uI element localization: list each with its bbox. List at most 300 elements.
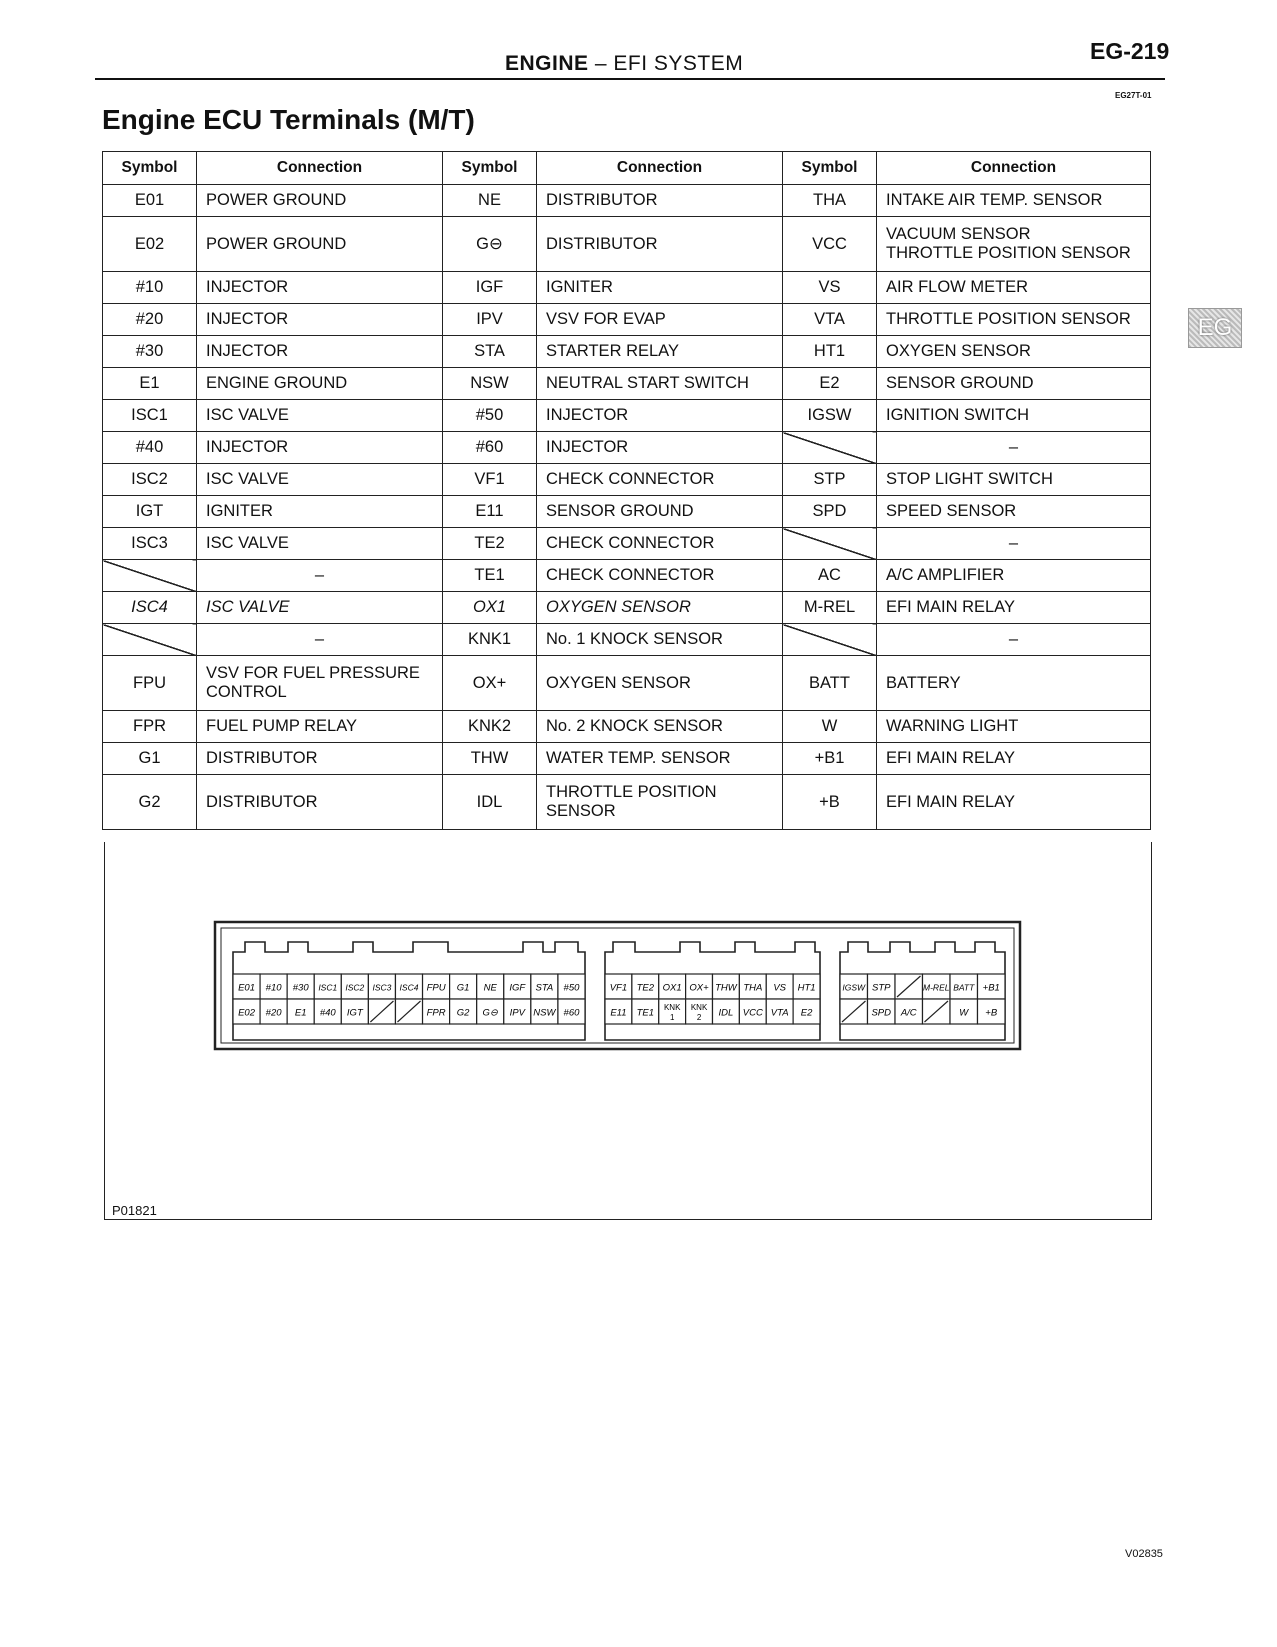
header-connection-1: Connection bbox=[197, 152, 443, 185]
cell-text: FUEL PUMP RELAY bbox=[206, 717, 357, 735]
cell-text: AC bbox=[818, 566, 841, 584]
table-row bbox=[103, 560, 1151, 592]
cell-text: No. 1 KNOCK SENSOR bbox=[546, 630, 723, 648]
connection-cell bbox=[197, 496, 443, 528]
cell-text: OX+ bbox=[472, 673, 507, 692]
cell-text: – bbox=[1008, 534, 1019, 552]
connection-cell bbox=[197, 336, 443, 368]
cell-text: DISTRIBUTOR bbox=[206, 749, 318, 767]
connector-pin-label: #10 bbox=[265, 982, 282, 994]
cell-text: SENSOR GROUND bbox=[886, 374, 1034, 392]
cell-text: FPU bbox=[133, 673, 166, 692]
header-connection-3: Connection bbox=[877, 152, 1151, 185]
cell-text: OX1 bbox=[472, 598, 507, 616]
cell-text: SENSOR bbox=[546, 802, 616, 820]
cell-text: TE1 bbox=[474, 566, 505, 584]
ecu-connector-diagram bbox=[105, 842, 1153, 1220]
connection-cell bbox=[877, 743, 1151, 775]
empty-symbol-cell bbox=[783, 624, 877, 656]
connector-pin-label: E11 bbox=[610, 1007, 627, 1019]
empty-symbol-cell bbox=[783, 528, 877, 560]
symbol-cell bbox=[443, 432, 537, 464]
page-number: EG-219 bbox=[1090, 38, 1170, 64]
symbol-cell bbox=[783, 400, 877, 432]
connection-cell bbox=[877, 336, 1151, 368]
cell-text: HT1 bbox=[813, 342, 846, 360]
connection-cell bbox=[877, 711, 1151, 743]
cell-text: #20 bbox=[135, 310, 164, 328]
symbol-cell bbox=[783, 217, 877, 272]
cell-text: ISC VALVE bbox=[206, 406, 289, 424]
symbol-cell bbox=[443, 368, 537, 400]
cell-text: +B1 bbox=[814, 749, 845, 767]
cell-text: THW bbox=[470, 749, 509, 767]
connection-cell bbox=[197, 432, 443, 464]
symbol-cell bbox=[783, 775, 877, 830]
table-row bbox=[103, 400, 1151, 432]
cell-text: VSV FOR EVAP bbox=[546, 310, 666, 328]
connection-cell bbox=[877, 528, 1151, 560]
cell-text: IGT bbox=[135, 502, 164, 520]
table-row bbox=[103, 592, 1151, 624]
cell-text: ENGINE GROUND bbox=[206, 374, 348, 392]
connection-cell bbox=[537, 400, 783, 432]
cell-text: AIR FLOW METER bbox=[886, 278, 1029, 296]
table-body bbox=[103, 185, 1151, 830]
symbol-cell bbox=[103, 743, 197, 775]
connection-cell bbox=[197, 560, 443, 592]
symbol-cell bbox=[103, 496, 197, 528]
connection-cell bbox=[537, 336, 783, 368]
header-connection-2: Connection bbox=[537, 152, 783, 185]
cell-text: KNK2 bbox=[467, 717, 512, 735]
empty-symbol-cell bbox=[103, 560, 197, 592]
connection-cell bbox=[537, 185, 783, 217]
table-row bbox=[103, 624, 1151, 656]
cell-text: G⊖ bbox=[476, 235, 503, 253]
connector-pin-label: IPV bbox=[509, 1007, 525, 1019]
cell-text: THROTTLE POSITION SENSOR bbox=[886, 244, 1131, 262]
connector-pin-label: IGF bbox=[509, 982, 526, 994]
connection-cell bbox=[877, 656, 1151, 711]
connector-pin-label: G1 bbox=[456, 982, 470, 994]
cell-text: OXYGEN SENSOR bbox=[886, 342, 1031, 360]
cell-text: STP bbox=[813, 470, 846, 488]
cell-text: ISC VALVE bbox=[206, 470, 289, 488]
connector-pin-label: FPU bbox=[426, 982, 446, 994]
connection-cell bbox=[537, 496, 783, 528]
cell-text: WATER TEMP. SENSOR bbox=[546, 749, 731, 767]
symbol-cell bbox=[443, 272, 537, 304]
cell-text: STOP LIGHT SWITCH bbox=[886, 470, 1053, 488]
cell-text: E1 bbox=[139, 374, 160, 392]
cell-text: ISC4 bbox=[131, 598, 168, 616]
connector-pin-label: +B1 bbox=[982, 982, 1000, 994]
connection-cell bbox=[877, 400, 1151, 432]
symbol-cell bbox=[443, 528, 537, 560]
connector-pin-label: E01 bbox=[238, 982, 255, 994]
cell-text: – bbox=[314, 566, 325, 584]
header-rule bbox=[95, 78, 1165, 80]
cell-text: VSV FOR FUEL PRESSURE bbox=[206, 664, 420, 682]
connector-pin-label: STA bbox=[535, 982, 554, 994]
connection-cell bbox=[197, 400, 443, 432]
connection-cell bbox=[537, 432, 783, 464]
cell-text: NSW bbox=[470, 374, 509, 392]
connector-pin-label: IGT bbox=[346, 1007, 363, 1019]
symbol-cell bbox=[103, 775, 197, 830]
cell-text: INTAKE AIR TEMP. SENSOR bbox=[886, 191, 1103, 209]
connection-cell bbox=[877, 304, 1151, 336]
table-row bbox=[103, 496, 1151, 528]
connector-pin-label: A/C bbox=[900, 1007, 917, 1019]
cell-text: FPR bbox=[133, 717, 166, 735]
cell-text: CHECK CONNECTOR bbox=[546, 534, 715, 552]
cell-text: #50 bbox=[475, 406, 504, 424]
connector-pin-label: NE bbox=[483, 982, 497, 994]
connection-cell bbox=[537, 272, 783, 304]
cell-text: E01 bbox=[134, 191, 165, 209]
table-row bbox=[103, 656, 1151, 711]
header-symbol-3: Symbol bbox=[783, 152, 877, 185]
connector-pin-label: M-REL bbox=[923, 982, 950, 993]
cell-text: TE2 bbox=[474, 534, 505, 552]
connector-pin-label: KNK bbox=[690, 1003, 708, 1012]
connector-pin-label: HT1 bbox=[797, 982, 816, 994]
connector-pin-label: E2 bbox=[800, 1007, 813, 1019]
cell-text: DISTRIBUTOR bbox=[206, 792, 318, 811]
cell-text: POWER GROUND bbox=[206, 191, 347, 209]
symbol-cell bbox=[783, 368, 877, 400]
connection-cell bbox=[877, 464, 1151, 496]
connector-pin-label: ISC1 bbox=[318, 982, 338, 993]
cell-text: No. 2 KNOCK SENSOR bbox=[546, 717, 723, 735]
connection-cell bbox=[537, 624, 783, 656]
symbol-cell bbox=[783, 336, 877, 368]
cell-text: INJECTOR bbox=[206, 342, 289, 360]
cell-text: IGNITER bbox=[206, 502, 273, 520]
table-row bbox=[103, 432, 1151, 464]
connector-diagram-panel bbox=[104, 842, 1152, 1220]
connection-cell bbox=[537, 592, 783, 624]
table-row bbox=[103, 464, 1151, 496]
cell-text: CHECK CONNECTOR bbox=[546, 566, 715, 584]
cell-text: ISC VALVE bbox=[206, 598, 290, 616]
symbol-cell bbox=[443, 217, 537, 272]
connection-cell bbox=[877, 592, 1151, 624]
cell-text: KNK1 bbox=[467, 630, 512, 648]
table-row bbox=[103, 368, 1151, 400]
connection-cell bbox=[197, 185, 443, 217]
connection-cell bbox=[877, 775, 1151, 830]
cell-text: VS bbox=[818, 278, 841, 296]
cell-text: DISTRIBUTOR bbox=[546, 191, 658, 209]
symbol-cell bbox=[103, 432, 197, 464]
connector-pin-label: G2 bbox=[456, 1007, 470, 1019]
connector-pin-label: THA bbox=[743, 982, 763, 994]
symbol-cell bbox=[103, 464, 197, 496]
cell-text: G1 bbox=[138, 749, 161, 767]
cell-text: G2 bbox=[138, 792, 161, 811]
cell-text: IPV bbox=[476, 310, 503, 328]
symbol-cell bbox=[103, 368, 197, 400]
cell-text: – bbox=[1008, 438, 1019, 456]
connection-cell bbox=[197, 464, 443, 496]
cell-text: DISTRIBUTOR bbox=[546, 234, 658, 253]
connection-cell bbox=[537, 464, 783, 496]
cell-text: ISC3 bbox=[131, 534, 168, 552]
connector-pin-label: THW bbox=[715, 982, 737, 994]
connection-cell bbox=[877, 624, 1151, 656]
cell-text: IGSW bbox=[807, 406, 852, 424]
connector-pin-label: VS bbox=[773, 982, 787, 994]
figure-code: P01821 bbox=[112, 1203, 157, 1218]
connector-pin-label: VCC bbox=[742, 1007, 763, 1019]
connection-cell bbox=[197, 592, 443, 624]
section-heading bbox=[505, 52, 743, 76]
connection-cell bbox=[877, 496, 1151, 528]
symbol-cell bbox=[443, 560, 537, 592]
connection-cell bbox=[197, 624, 443, 656]
symbol-cell bbox=[443, 743, 537, 775]
connection-cell bbox=[537, 711, 783, 743]
connection-cell bbox=[537, 656, 783, 711]
symbol-cell bbox=[443, 656, 537, 711]
symbol-cell bbox=[103, 400, 197, 432]
connection-cell bbox=[197, 656, 443, 711]
connection-cell bbox=[537, 743, 783, 775]
cell-text: ISC VALVE bbox=[206, 534, 289, 552]
cell-text: #10 bbox=[135, 278, 164, 296]
cell-text: #40 bbox=[135, 438, 164, 456]
cell-text: W bbox=[821, 717, 838, 735]
cell-text: IDL bbox=[476, 792, 503, 811]
cell-text: IGF bbox=[475, 278, 504, 296]
connector-pin-label: #50 bbox=[563, 982, 580, 994]
cell-text: E11 bbox=[475, 502, 504, 520]
symbol-cell bbox=[443, 400, 537, 432]
symbol-cell bbox=[103, 656, 197, 711]
cell-text: INJECTOR bbox=[206, 278, 289, 296]
symbol-cell bbox=[103, 592, 197, 624]
header-symbol-1: Symbol bbox=[103, 152, 197, 185]
connector-pin-label: #20 bbox=[265, 1007, 282, 1019]
cell-text: E02 bbox=[134, 234, 165, 253]
cell-text: INJECTOR bbox=[206, 438, 289, 456]
symbol-cell bbox=[783, 560, 877, 592]
connection-cell bbox=[877, 185, 1151, 217]
symbol-cell bbox=[443, 775, 537, 830]
page-title: Engine ECU Terminals (M/T) bbox=[102, 104, 475, 135]
symbol-cell bbox=[443, 464, 537, 496]
cell-text: – bbox=[314, 630, 325, 648]
cell-text: STARTER RELAY bbox=[546, 342, 679, 360]
cell-text: SPD bbox=[812, 502, 847, 520]
connection-cell bbox=[877, 217, 1151, 272]
connector-pin-label: TE2 bbox=[636, 982, 655, 994]
connection-cell bbox=[197, 775, 443, 830]
connector-pin-label: STP bbox=[872, 982, 891, 994]
connection-cell bbox=[197, 528, 443, 560]
connection-cell bbox=[537, 368, 783, 400]
table-row bbox=[103, 711, 1151, 743]
connector-pin-label: ISC4 bbox=[399, 982, 419, 993]
cell-text: INJECTOR bbox=[546, 438, 629, 456]
symbol-cell bbox=[783, 272, 877, 304]
symbol-cell bbox=[103, 185, 197, 217]
connection-cell bbox=[537, 775, 783, 830]
connection-cell bbox=[537, 304, 783, 336]
connection-cell bbox=[877, 272, 1151, 304]
symbol-cell bbox=[783, 656, 877, 711]
cell-text: VF1 bbox=[474, 470, 505, 488]
cell-text: IGNITER bbox=[546, 278, 613, 296]
connector-pin-label-line2: 2 bbox=[696, 1013, 702, 1022]
connector-pin-label-line2: 1 bbox=[669, 1013, 675, 1022]
connector-pin-label: VF1 bbox=[609, 982, 628, 994]
symbol-cell bbox=[103, 272, 197, 304]
connection-cell bbox=[197, 217, 443, 272]
cell-text: STA bbox=[474, 342, 505, 360]
connection-cell bbox=[197, 743, 443, 775]
footer-code: V02835 bbox=[1125, 1548, 1163, 1560]
connector-pin-label: NSW bbox=[533, 1007, 556, 1019]
table-row bbox=[103, 217, 1151, 272]
connector-pin-label: IGSW bbox=[842, 982, 866, 993]
cell-text: NEUTRAL START SWITCH bbox=[546, 374, 749, 392]
cell-text: M-REL bbox=[803, 598, 856, 616]
symbol-cell bbox=[103, 217, 197, 272]
table-row bbox=[103, 528, 1151, 560]
cell-text: – bbox=[1008, 630, 1019, 648]
table-row bbox=[103, 185, 1151, 217]
symbol-cell bbox=[443, 304, 537, 336]
cell-text: INJECTOR bbox=[206, 310, 289, 328]
connector-pin-label: TE1 bbox=[636, 1007, 655, 1019]
connector-pin-label: #40 bbox=[319, 1007, 336, 1019]
connector-pin-label: G⊖ bbox=[482, 1007, 498, 1019]
connection-cell bbox=[537, 528, 783, 560]
cell-text: EFI MAIN RELAY bbox=[886, 792, 1015, 811]
connection-cell bbox=[877, 368, 1151, 400]
cell-text: VTA bbox=[814, 310, 845, 328]
connector-pin-label: KNK bbox=[663, 1003, 681, 1012]
connection-cell bbox=[197, 711, 443, 743]
connector-pin-label: VTA bbox=[770, 1007, 789, 1019]
document-code: EG27T-01 bbox=[1115, 91, 1152, 100]
connector-pin-label: ISC3 bbox=[372, 982, 392, 993]
cell-text: THROTTLE POSITION bbox=[546, 783, 717, 801]
symbol-cell bbox=[443, 336, 537, 368]
empty-symbol-cell bbox=[103, 624, 197, 656]
cell-text: ISC1 bbox=[131, 406, 168, 424]
cell-text: EFI MAIN RELAY bbox=[886, 598, 1015, 616]
cell-text: E2 bbox=[819, 374, 840, 392]
connector-pin-label: BATT bbox=[953, 982, 975, 993]
cell-text: A/C AMPLIFIER bbox=[886, 566, 1005, 584]
symbol-cell bbox=[783, 496, 877, 528]
symbol-cell bbox=[783, 185, 877, 217]
table-row bbox=[103, 336, 1151, 368]
cell-text: CONTROL bbox=[206, 683, 287, 701]
cell-text: SENSOR GROUND bbox=[546, 502, 694, 520]
table-header-row bbox=[103, 152, 1151, 185]
connector-pin-label: OX+ bbox=[689, 982, 709, 994]
cell-text: BATT bbox=[809, 673, 850, 692]
connector-pin-label: ISC2 bbox=[345, 982, 365, 993]
section-side-tab: EG bbox=[1188, 308, 1242, 348]
connector-pin-label: W bbox=[959, 1007, 969, 1019]
header-symbol-2: Symbol bbox=[443, 152, 537, 185]
cell-text: INJECTOR bbox=[546, 406, 629, 424]
connector-pin-label: +B bbox=[985, 1007, 998, 1019]
symbol-cell bbox=[783, 304, 877, 336]
cell-text: +B bbox=[819, 792, 840, 811]
cell-text: #60 bbox=[475, 438, 504, 456]
connector-pin-label: IDL bbox=[718, 1007, 734, 1019]
connector-pin-label: SPD bbox=[871, 1007, 892, 1019]
cell-text: CHECK CONNECTOR bbox=[546, 470, 715, 488]
cell-text: THA bbox=[813, 191, 846, 209]
section-heading-rest: – EFI SYSTEM bbox=[588, 52, 744, 75]
table-row bbox=[103, 272, 1151, 304]
symbol-cell bbox=[783, 464, 877, 496]
cell-text: #30 bbox=[135, 342, 164, 360]
connection-cell bbox=[537, 217, 783, 272]
cell-text: OXYGEN SENSOR bbox=[546, 598, 691, 616]
connector-pin-label: E02 bbox=[238, 1007, 255, 1019]
symbol-cell bbox=[443, 185, 537, 217]
connection-cell bbox=[877, 560, 1151, 592]
symbol-cell bbox=[783, 711, 877, 743]
symbol-cell bbox=[783, 743, 877, 775]
cell-text: VACUUM SENSOR bbox=[886, 225, 1031, 243]
symbol-cell bbox=[783, 592, 877, 624]
cell-text: VCC bbox=[812, 234, 847, 253]
cell-text: IGNITION SWITCH bbox=[886, 406, 1029, 424]
symbol-cell bbox=[443, 592, 537, 624]
connection-cell bbox=[197, 304, 443, 336]
cell-text: WARNING LIGHT bbox=[886, 717, 1019, 735]
cell-text: SPEED SENSOR bbox=[886, 502, 1017, 520]
terminal-table bbox=[102, 151, 1151, 830]
connection-cell bbox=[197, 368, 443, 400]
connector-pin-label: OX1 bbox=[662, 982, 682, 994]
connection-cell bbox=[197, 272, 443, 304]
cell-text: ISC2 bbox=[131, 470, 168, 488]
connector-pin-label: FPR bbox=[426, 1007, 446, 1019]
symbol-cell bbox=[443, 496, 537, 528]
table-row bbox=[103, 304, 1151, 336]
connector-pin-label: #60 bbox=[563, 1007, 580, 1019]
cell-text: EFI MAIN RELAY bbox=[886, 749, 1015, 767]
cell-text: OXYGEN SENSOR bbox=[546, 673, 691, 692]
symbol-cell bbox=[443, 711, 537, 743]
section-heading-bold: ENGINE bbox=[505, 52, 589, 75]
table-row bbox=[103, 743, 1151, 775]
cell-text: BATTERY bbox=[886, 673, 961, 692]
connector-pin-label: #30 bbox=[292, 982, 309, 994]
table-row bbox=[103, 775, 1151, 830]
symbol-cell bbox=[103, 528, 197, 560]
empty-symbol-cell bbox=[783, 432, 877, 464]
cell-text: NE bbox=[478, 191, 501, 209]
cell-text: THROTTLE POSITION SENSOR bbox=[886, 310, 1131, 328]
connection-cell bbox=[537, 560, 783, 592]
symbol-cell bbox=[103, 711, 197, 743]
connector-pin-label: E1 bbox=[294, 1007, 307, 1019]
connection-cell bbox=[877, 432, 1151, 464]
